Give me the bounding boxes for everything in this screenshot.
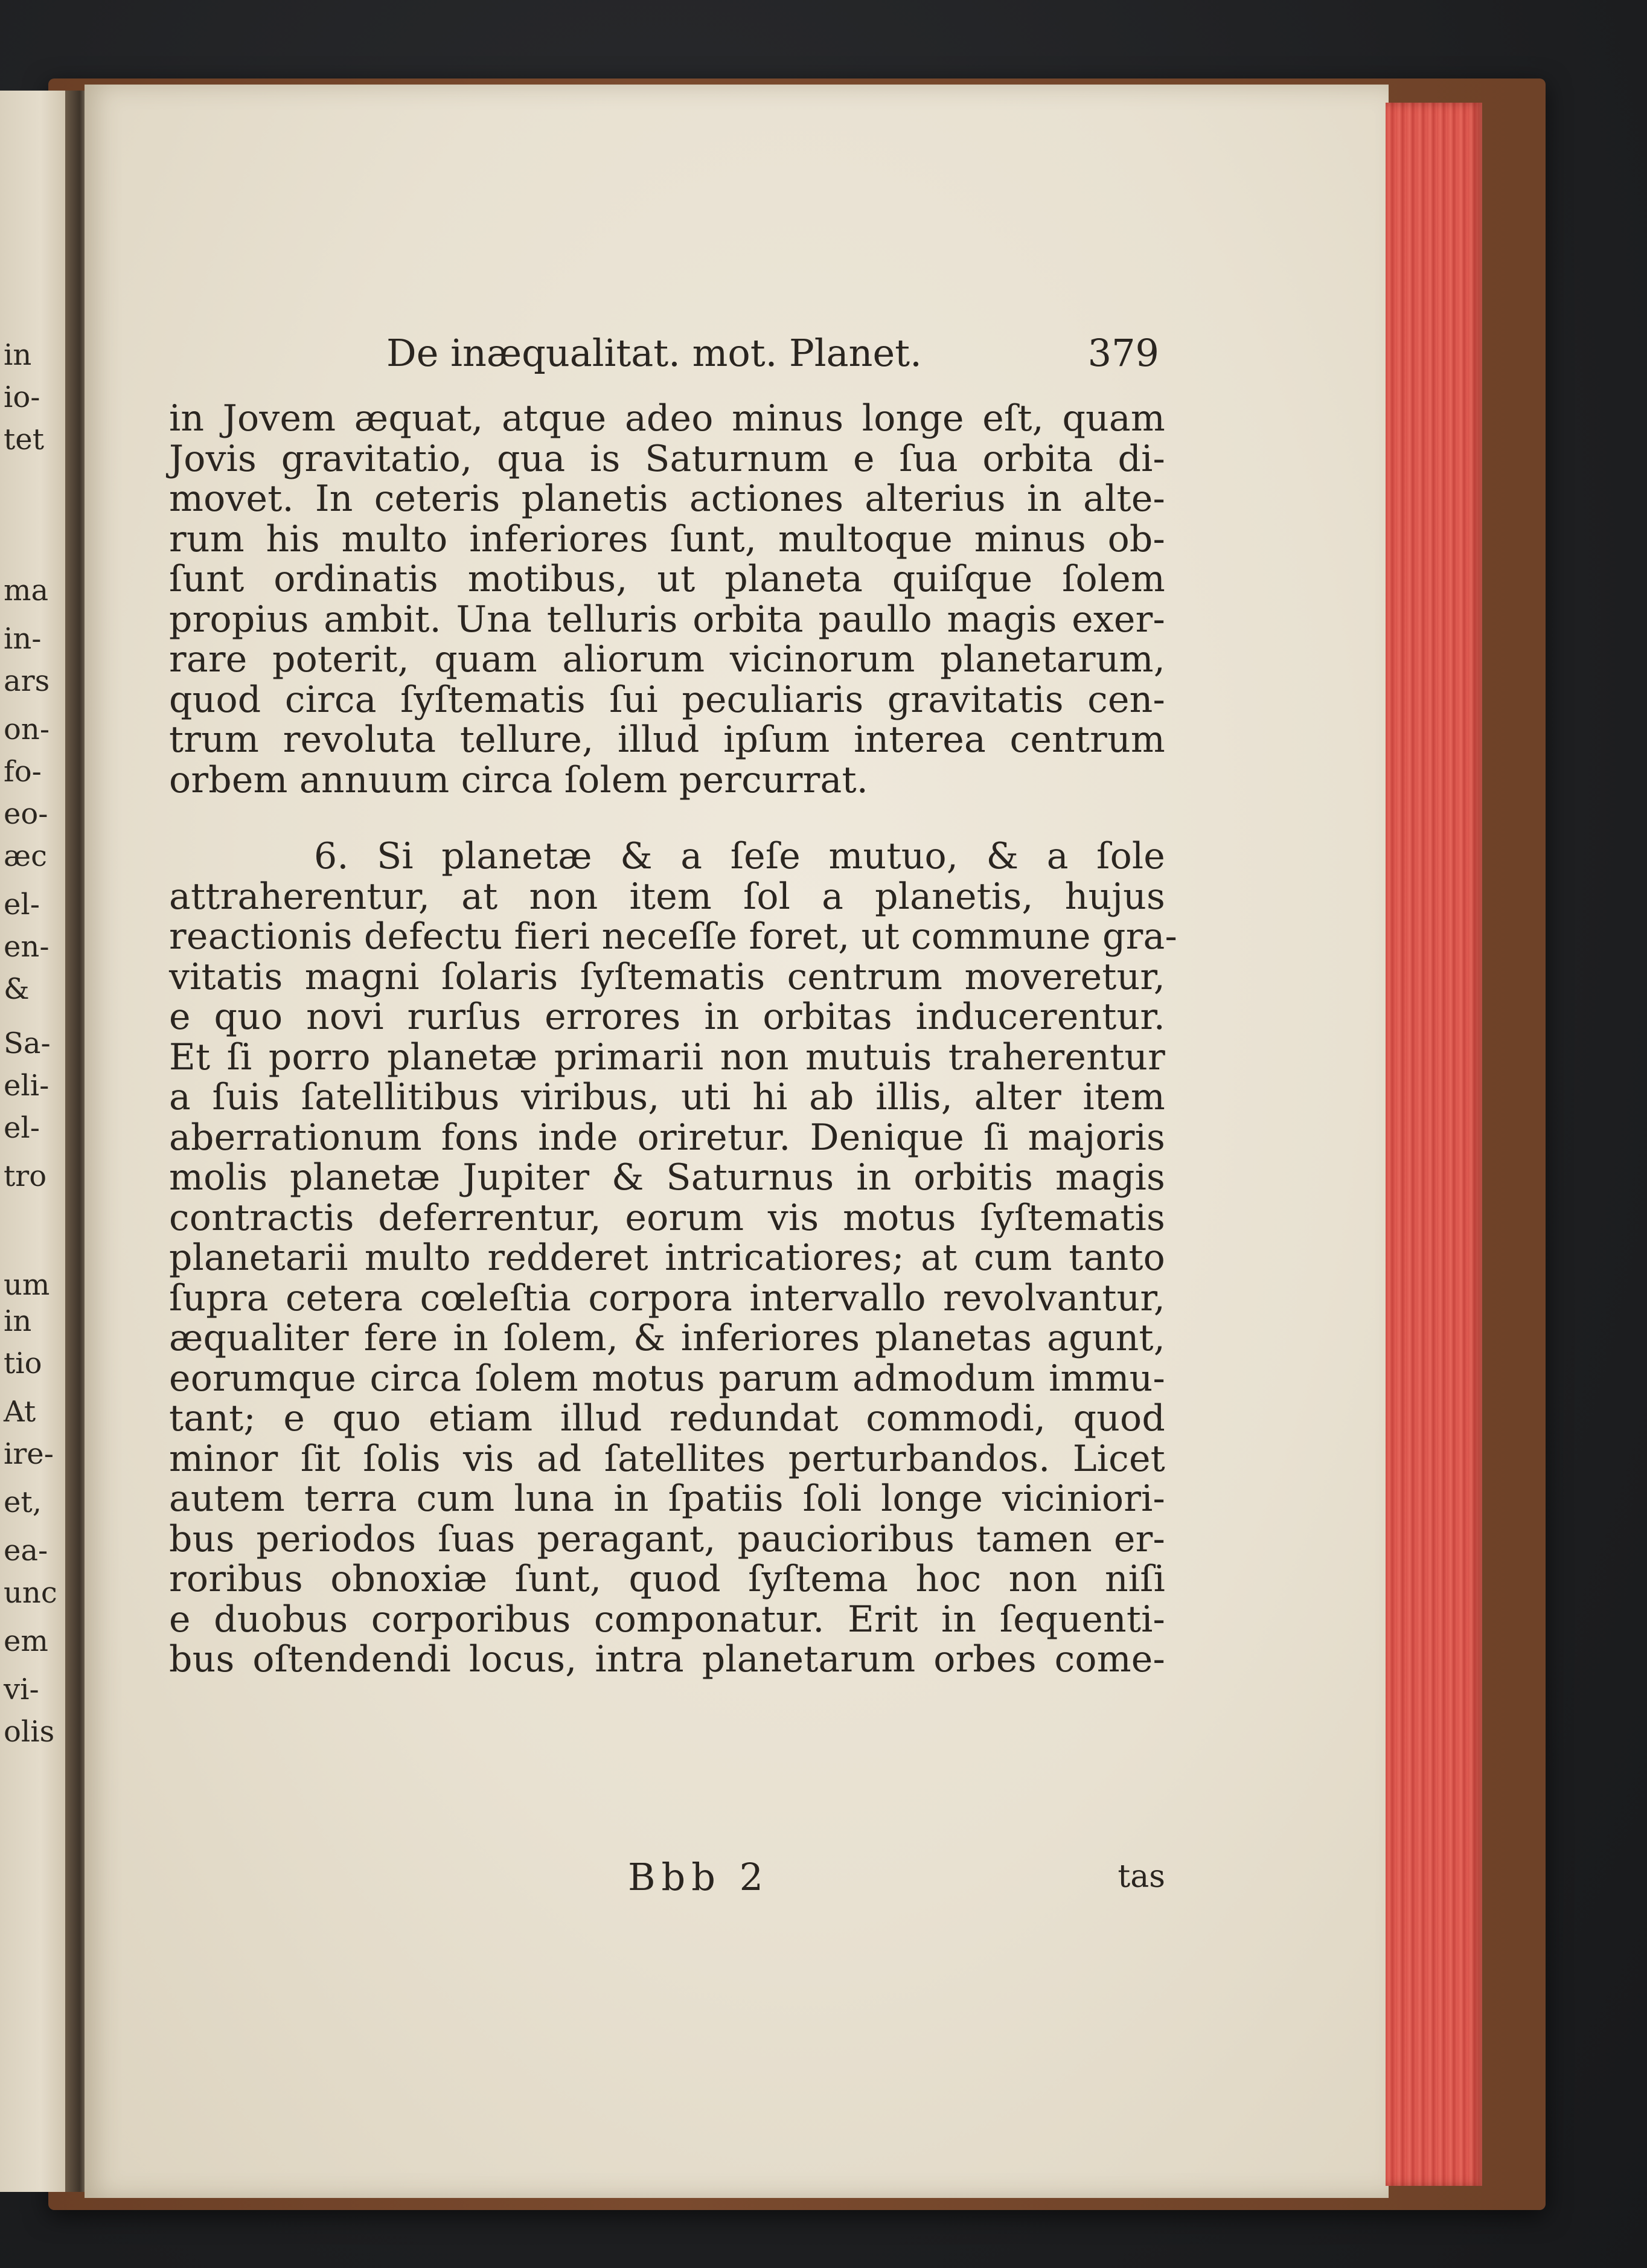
text-line: e duobus corporibus componatur. Erit in ſequenti- [169,1598,1165,1641]
left-page-fragment: ars [4,664,50,698]
text-line: autem terra cum luna in ſpatiis ſoli longe viciniori- [169,1478,1165,1520]
left-page-fragment: vi- [4,1673,39,1706]
left-page-fragment: io- [4,380,40,414]
paragraph-gap [169,800,1165,836]
left-page-fragment: At [4,1395,36,1429]
left-page-fragment: Sa- [4,1027,51,1060]
left-page-fragment: eo- [4,797,48,831]
body-text [169,397,1177,1680]
left-page-fragment: en- [4,930,50,964]
left-facing-page [0,91,68,2192]
text-line: bus periodos ſuas peragant, paucioribus tamen er- [169,1517,1165,1560]
left-page-fragment: & [4,972,30,1006]
left-page-fragment: um [4,1268,50,1302]
text-line: quod circa ſyſtematis ſui peculiaris gravitatis cen- [169,678,1165,721]
left-page-fragment: tet [4,423,44,456]
text-line: vitatis magni ſolaris ſyſtematis centrum moveretur, [169,955,1165,998]
text-line: attraherentur, at non item ſol a planetis, hujus [169,875,1165,918]
left-page-fragment: eli- [4,1069,50,1103]
left-page-fragment: in- [4,622,42,656]
text-line: minor ſit ſolis vis ad ſatellites perturbandos. Licet [169,1437,1165,1480]
left-page-fragment: fo- [4,755,42,789]
text-line: contractis deferrentur, eorum vis motus ſyſtematis [169,1196,1165,1239]
text-line: planetarii multo redderet intricatiores; at cum tanto [169,1237,1165,1279]
paragraph-1 [169,399,1165,800]
text-line: propius ambit. Una telluris orbita paullo magis exer- [169,598,1165,641]
left-page-fragment: in [4,338,32,372]
text-line: roribus obnoxiæ ſunt, quod ſyſtema hoc non niſi [169,1558,1165,1600]
text-line: eorumque circa ſolem motus parum admodum immu- [169,1357,1165,1400]
text-line: in Jovem æquat, atque adeo minus longe eſt, quam [169,397,1165,440]
left-page-fragment: ire- [4,1437,54,1471]
text-line: rare poterit, quam aliorum vicinorum planetarum, [169,638,1165,681]
paragraph-2 [169,835,1177,1680]
text-line: a ſuis ſatellitibus viribus, uti hi ab illis, alter item [169,1076,1165,1118]
text-line: Jovis gravitatio, qua is Saturnum e ſua orbita di- [169,437,1165,480]
text-line: bus oſtendendi locus, intra planetarum orbes come- [169,1638,1165,1680]
left-page-fragment: in [4,1304,32,1338]
left-page-fragment: ma [4,574,49,607]
left-page-fragment: unc [4,1576,57,1610]
catchword: tas [1118,1859,1165,1895]
text-line: 6. Si planetæ & a ſeſe mutuo, & a ſole [314,835,1165,877]
text-line: movet. In ceteris planetis actiones alterius in alte- [169,478,1165,520]
left-page-fragment: tio [4,1347,42,1380]
left-page-fragment: el- [4,888,40,921]
text-line: tant; e quo etiam illud redundat commodi, quod [169,1397,1165,1440]
text-line: trum revoluta tellure, illud ipſum interea centrum [169,719,1165,761]
left-page-fragment: el- [4,1111,40,1145]
left-page-fragment: tro [4,1159,47,1193]
left-page-fragment: em [4,1624,48,1658]
page-footer [169,1855,1165,1903]
text-line: molis planetæ Jupiter & Saturnus in orbitis magis [169,1156,1165,1199]
signature-mark: Bbb 2 [628,1855,770,1899]
text-line: æqualiter fere in ſolem, & inferiores planetas agunt, [169,1317,1165,1359]
text-line: rum his multo inferiores ſunt, multoque minus ob- [169,517,1165,560]
left-page-fragment: ea- [4,1534,48,1568]
text-line: e quo novi rurſus errores in orbitas inducerentur. [169,996,1165,1038]
page-number: 379 [1087,331,1159,375]
page-header [386,331,1159,385]
text-line: ſunt ordinatis motibus, ut planeta quiſque ſolem [169,558,1165,600]
left-page-fragment: æc [4,839,47,873]
left-page-fragment: et, [4,1485,42,1519]
left-page-fragment: olis [4,1715,55,1749]
red-page-edge [1386,103,1482,2186]
text-line: aberrationum fons inde oriretur. Denique ſi majoris [169,1116,1165,1159]
text-line: reactionis defectu fieri neceſſe foret, ut commune gra- [169,915,1177,958]
running-head: De inæqualitat. mot. Planet. [386,331,922,375]
left-page-fragment: on- [4,713,50,746]
text-line: Et ſi porro planetæ primarii non mutuis traherentur [169,1036,1165,1078]
text-line: ſupra cetera cœleſtia corpora intervallo revolvantur, [169,1277,1165,1319]
text-line: orbem annuum circa ſolem percurrat. [169,758,869,801]
